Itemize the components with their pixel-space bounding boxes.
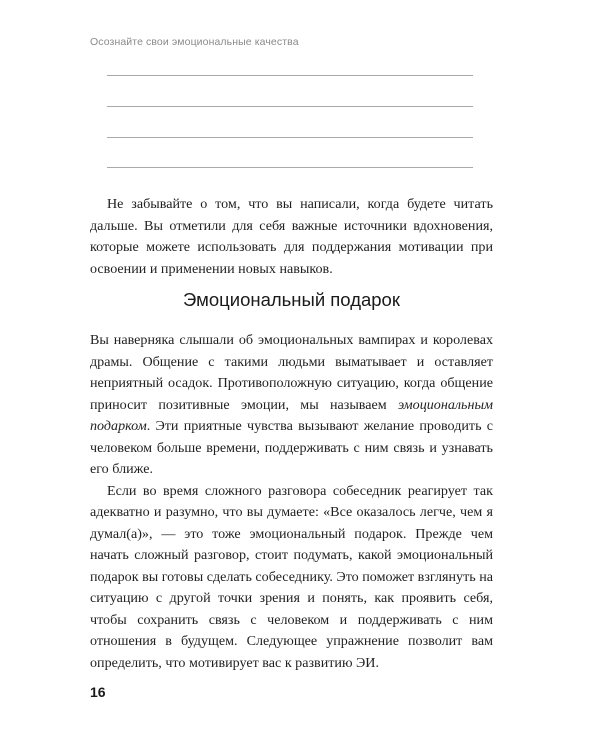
emphasized-term: эмоциональным подарком — [90, 396, 493, 434]
writing-line — [107, 106, 473, 107]
paragraph-1-text-start: Вы наверняка слышали об эмоциональных вампирах и королевах драмы. Общение с такими людьми выматывает и оставляет неприятный осадок. Противоположную ситуацию, когда общение приносит позитивные эмоции, мы называем — [90, 332, 493, 413]
body-paragraph-2: Если во время сложного разговора собеседник реагирует так адекватно и разумно, что вы думаете: «Все оказалось легче, чем я думал(а)», — это тоже эмоциональный подарок. Прежде чем начать сложный разговор, стоит подумать, какой эмоциональный подарок вы готовы сделать собеседнику. Это поможет взглянуть на ситуацию с другой точки зрения и понять, как проявить себя, чтобы сохранить связь с человеком и поддерживать с ним отношения в будущем. Следующее упражнение позволит вам определить, что мотивирует вас к развитию ЭИ. — [90, 482, 493, 671]
section-body — [90, 330, 493, 674]
running-header: Осознайте свои эмоциональные качества — [90, 36, 299, 48]
paragraph-1-text-end: . Эти приятные чувства вызывают желание проводить с человеком больше времени, поддерживать с ним связь и узнавать его ближе. — [90, 418, 493, 477]
intro-paragraph: Не забывайте о том, что вы написали, когда будете читать дальше. Вы отметили для себя важные источники вдохновения, которые можете использовать для поддержания мотивации при освоении и применении новых навыков. — [90, 196, 493, 277]
writing-line — [107, 167, 473, 168]
section-heading: Эмоциональный подарок — [183, 289, 400, 310]
page-number: 16 — [90, 684, 106, 700]
intro-block — [90, 194, 493, 280]
writing-line — [107, 75, 473, 76]
body-paragraph-1 — [90, 330, 493, 481]
writing-line — [107, 137, 473, 138]
